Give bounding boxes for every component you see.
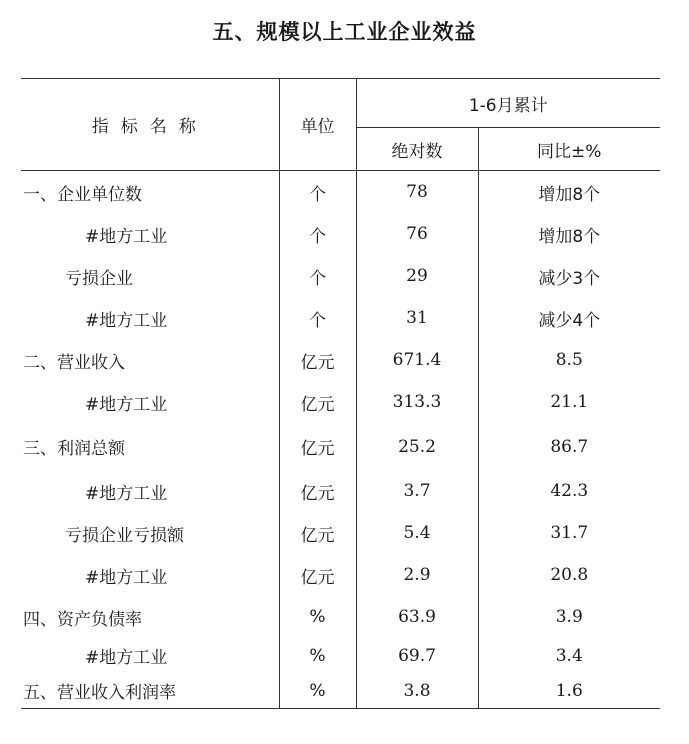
row-unit: 亿元 (279, 554, 356, 596)
row-absolute-value: 78 (356, 171, 478, 214)
row-indicator-name: 四、资产负债率 (21, 596, 279, 638)
row-yoy-change: 21.1 (550, 392, 589, 412)
row-yoy-change: 8.5 (555, 350, 583, 370)
row-unit: 亿元 (279, 381, 356, 423)
row-unit: 亿元 (279, 470, 356, 512)
table-row (21, 673, 660, 709)
table-row (21, 381, 660, 423)
row-absolute-value: 25.2 (356, 423, 478, 470)
row-yoy-change: 增加8个 (538, 226, 601, 247)
header-cumulative-period: 1-6月累计 (356, 79, 660, 128)
row-absolute-value: 671.4 (356, 339, 478, 381)
row-yoy-change: 31.7 (550, 523, 589, 543)
row-indicator-name: #地方工业 (21, 470, 279, 512)
row-unit: % (279, 596, 356, 638)
row-yoy-change: 42.3 (550, 481, 589, 501)
row-absolute-value: 313.3 (356, 381, 478, 423)
table-row (21, 554, 660, 596)
table-row (21, 297, 660, 339)
row-unit: 亿元 (279, 339, 356, 381)
row-unit: 个 (279, 297, 356, 339)
table-row (21, 171, 660, 214)
header-yoy-change: 同比±% (478, 128, 660, 171)
row-yoy-change: 3.9 (555, 607, 583, 627)
row-indicator-name: 五、营业收入利润率 (21, 673, 279, 709)
table-row (21, 596, 660, 638)
table-row (21, 423, 660, 470)
row-unit: 个 (279, 171, 356, 214)
row-absolute-value: 5.4 (356, 512, 478, 554)
row-absolute-value: 3.8 (356, 673, 478, 709)
header-absolute-value: 绝对数 (356, 128, 478, 171)
table-row (21, 512, 660, 554)
table-row (21, 255, 660, 297)
header-indicator-name: 指标名称 (21, 79, 279, 171)
row-indicator-name: #地方工业 (21, 554, 279, 596)
table-row (21, 470, 660, 512)
row-indicator-name: #地方工业 (21, 297, 279, 339)
row-indicator-name: 一、企业单位数 (21, 171, 279, 214)
row-yoy-change: 1.6 (555, 680, 583, 701)
table-body (21, 171, 660, 709)
row-absolute-value: 76 (356, 213, 478, 255)
row-unit: % (279, 673, 356, 709)
row-unit: 个 (279, 213, 356, 255)
row-yoy-change: 减少4个 (538, 310, 601, 331)
row-indicator-name: #地方工业 (21, 381, 279, 423)
row-absolute-value: 63.9 (356, 596, 478, 638)
row-yoy-change: 86.7 (550, 436, 589, 457)
row-yoy-change: 3.4 (555, 645, 583, 666)
row-absolute-value: 29 (356, 255, 478, 297)
row-absolute-value: 69.7 (356, 638, 478, 673)
row-indicator-name: 三、利润总额 (21, 423, 279, 470)
industrial-efficiency-table (21, 78, 660, 709)
row-yoy-change: 增加8个 (538, 184, 601, 205)
row-unit: 个 (279, 255, 356, 297)
row-unit: 亿元 (279, 423, 356, 470)
row-absolute-value: 3.7 (356, 470, 478, 512)
row-yoy-change: 减少3个 (538, 268, 601, 289)
row-absolute-value: 2.9 (356, 554, 478, 596)
row-indicator-name: 亏损企业亏损额 (21, 512, 279, 554)
row-indicator-name: 亏损企业 (21, 255, 279, 297)
table-row (21, 339, 660, 381)
row-unit: % (279, 638, 356, 673)
row-indicator-name: #地方工业 (21, 638, 279, 673)
row-indicator-name: 二、营业收入 (21, 339, 279, 381)
row-indicator-name: #地方工业 (21, 213, 279, 255)
header-unit: 单位 (279, 79, 356, 171)
row-absolute-value: 31 (356, 297, 478, 339)
table-row (21, 638, 660, 673)
row-yoy-change: 20.8 (550, 565, 589, 585)
table-row (21, 213, 660, 255)
row-unit: 亿元 (279, 512, 356, 554)
page-title: 五、规模以上工业企业效益 (212, 20, 477, 44)
